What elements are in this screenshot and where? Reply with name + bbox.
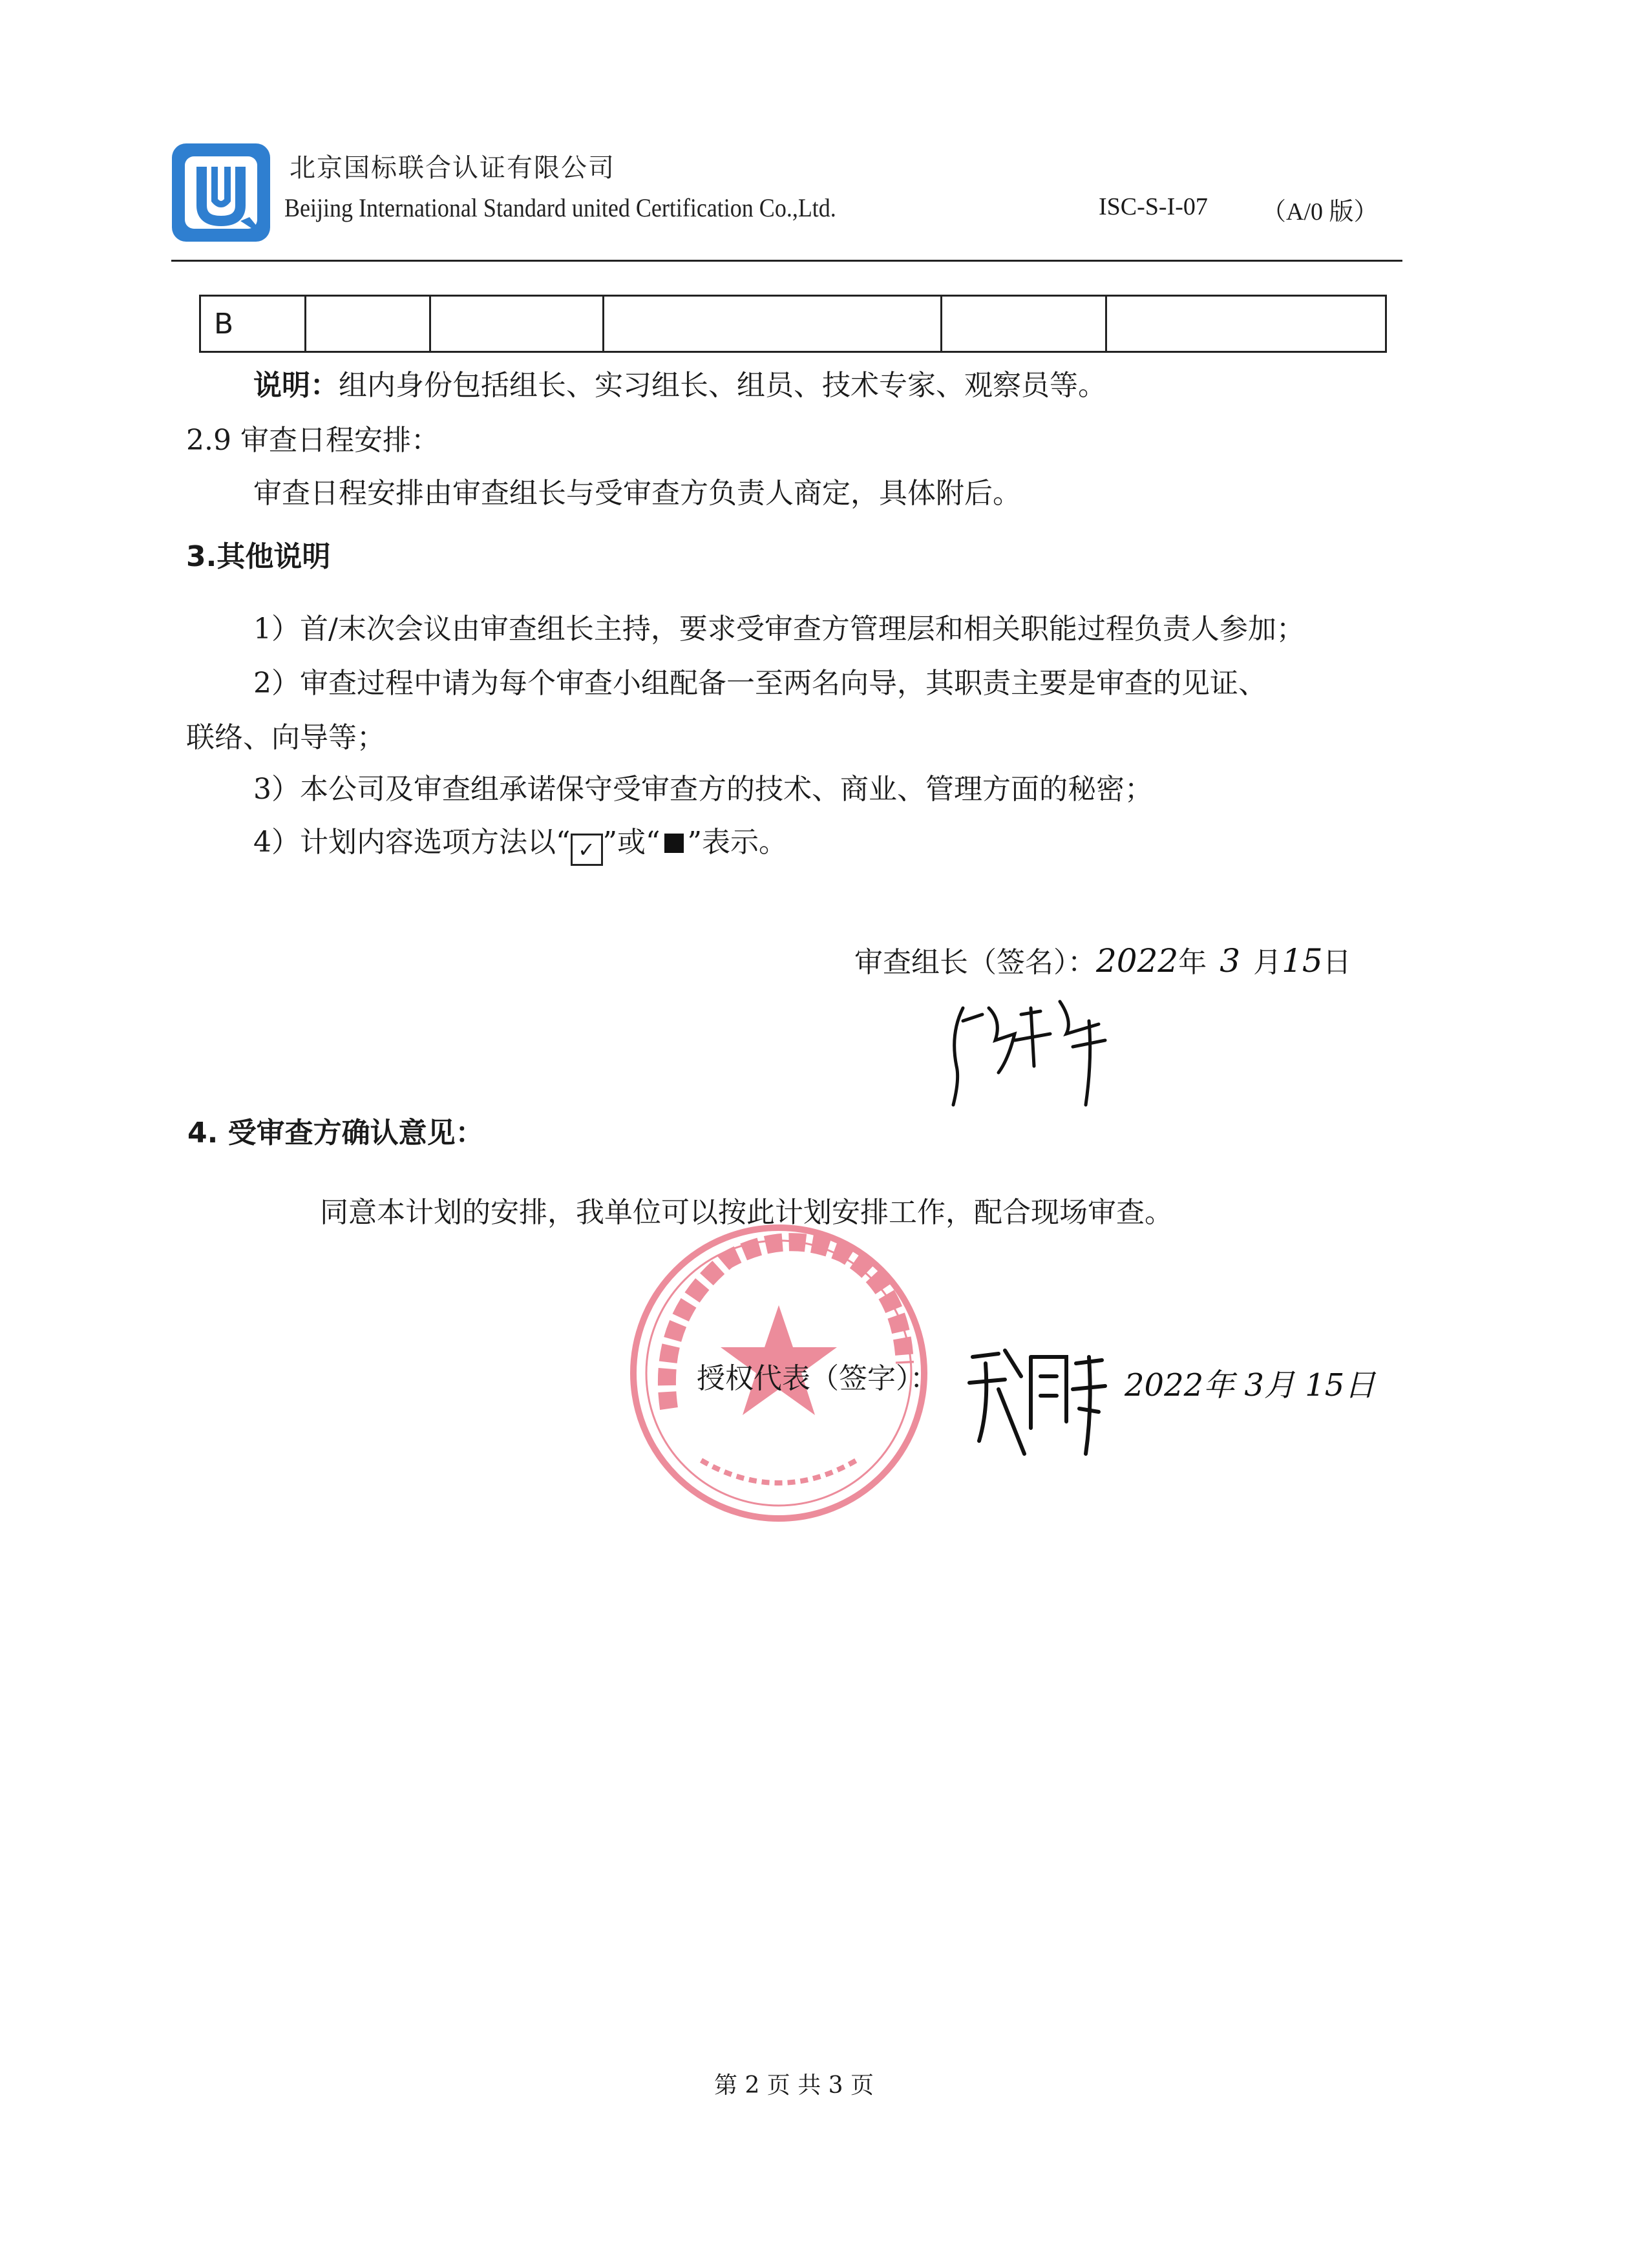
- item4-suffix: ”表示。: [687, 826, 787, 859]
- header-divider: [171, 260, 1402, 262]
- table-cell: [430, 296, 604, 352]
- checkbox-checked-icon: ✓: [571, 834, 603, 866]
- leader-sign-year-unit: 年: [1178, 946, 1207, 979]
- document-code: ISC-S-I-07: [1099, 193, 1208, 220]
- section-3-title: 3.其他说明: [186, 540, 331, 573]
- section-4-title: 4. 受审查方确认意见：: [187, 1117, 484, 1150]
- notes-label: 说明：: [253, 369, 339, 402]
- leader-sign-line: [854, 942, 1351, 980]
- leader-sign-day: 15: [1282, 942, 1323, 980]
- table-cell: [942, 296, 1106, 352]
- notes-text: 组内身份包括组长、实习组长、组员、技术专家、观察员等。: [339, 369, 1106, 402]
- page-number: 第 2 页 共 3 页: [714, 2072, 874, 2099]
- table-cell: B: [200, 296, 306, 352]
- company-name-en: Beijing International Standard united Certification Co.,Ltd.: [284, 193, 836, 222]
- section-3-item-1: 1）首/末次会议由审查组长主持，要求受审查方管理层和相关职能过程负责人参加；: [253, 613, 1305, 646]
- rep-signature-image: [960, 1331, 1108, 1460]
- item4-mid: ”或“: [602, 826, 660, 859]
- document-version: （A/0 版）: [1262, 198, 1379, 226]
- section-3-item-3: 3）本公司及审查组承诺保守受审查方的技术、商业、管理方面的秘密；: [253, 773, 1153, 806]
- leader-signature-image: [944, 982, 1118, 1111]
- leader-sign-day-unit: 日: [1322, 946, 1351, 979]
- table-cell: [1106, 296, 1386, 352]
- leader-sign-year: 2022: [1096, 942, 1179, 980]
- section-2-9-body: 审查日程安排由审查组长与受审查方负责人商定，具体附后。: [253, 477, 1021, 510]
- leader-sign-month: 3: [1220, 942, 1241, 980]
- section-3-item-4: [253, 828, 787, 866]
- section-2-9-title: 2.9 审查日程安排：: [186, 424, 439, 457]
- team-table-row: [199, 295, 1387, 353]
- leader-sign-month-unit: 月: [1253, 946, 1282, 979]
- company-name-cn: 北京国标联合认证有限公司: [290, 153, 615, 183]
- leader-sign-label: 审查组长（签名）：: [854, 946, 1096, 979]
- filled-square-icon: [664, 834, 684, 853]
- table-cell: [604, 296, 942, 352]
- section-4-body: 同意本计划的安排，我单位可以按此计划安排工作，配合现场审查。: [320, 1196, 1173, 1229]
- item4-prefix: 4）计划内容选项方法以“: [253, 826, 571, 859]
- section-3-item-2-cont: 联络、向导等；: [186, 721, 385, 754]
- table-cell: [306, 296, 430, 352]
- rep-sign-date: 2022年 3月 15日: [1125, 1367, 1376, 1403]
- section-3-item-2: 2）审查过程中请为每个审查小组配备一至两名向导，其职责主要是审查的见证、: [253, 667, 1267, 700]
- table-row: [200, 296, 1386, 352]
- company-logo: [169, 141, 273, 244]
- rep-sign-label: 授权代表（签字）：: [697, 1362, 938, 1395]
- notes-line: [253, 369, 1106, 402]
